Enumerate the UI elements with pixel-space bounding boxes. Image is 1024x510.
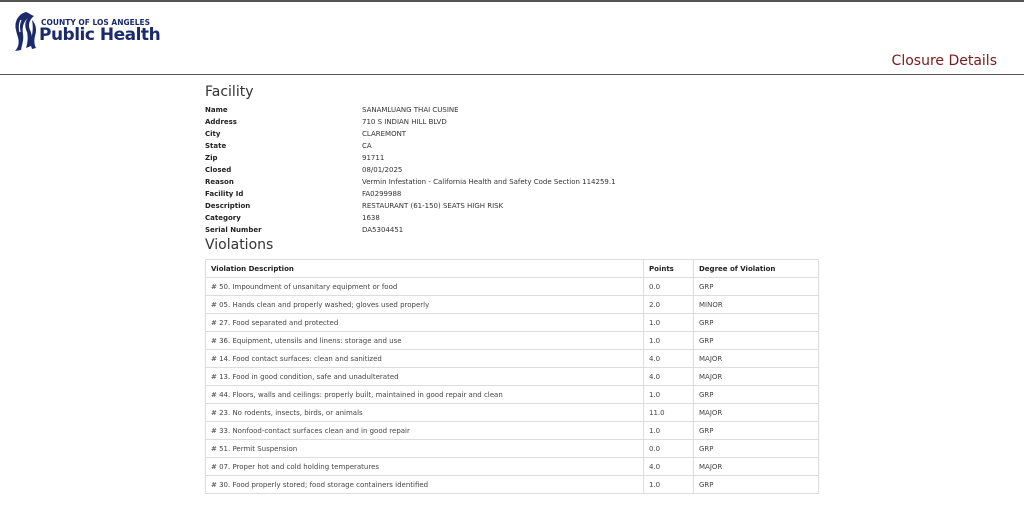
facility-field-value: CLAREMONT [362,130,407,138]
violation-degree-cell: MAJOR [694,368,819,386]
facility-field-value: DA5304451 [362,226,404,234]
violations-section-title: Violations [205,237,274,253]
facility-row [205,224,820,236]
violation-degree-cell: GRP [694,314,819,332]
violation-points-cell: 4.0 [644,368,694,386]
violation-description-cell: # 13. Food in good condition, safe and unadulterated [206,368,644,386]
logo-public-health-text: Public Health [39,25,161,45]
violation-degree-cell: GRP [694,386,819,404]
violation-row [206,458,819,476]
facility-field-label: Category [205,214,241,222]
violation-points-cell: 4.0 [644,350,694,368]
violation-row [206,332,819,350]
facility-field-label: Description [205,202,251,210]
violation-description-cell: # 05. Hands clean and properly washed; gloves used properly [206,296,644,314]
facility-row [205,128,820,140]
violation-row [206,440,819,458]
violation-description-cell: # 23. No rodents, insects, birds, or animals [206,404,644,422]
violation-points-cell: 1.0 [644,476,694,494]
violation-points-cell: 1.0 [644,332,694,350]
violation-description-cell: # 50. Impoundment of unsanitary equipment or food [206,278,644,296]
logo-county-text: COUNTY OF LOS ANGELES [41,18,151,27]
violation-points-cell: 1.0 [644,314,694,332]
facility-field-value: Vermin Infestation - California Health and Safety Code Section 114259.1 [362,178,616,186]
facility-field-value: 1638 [362,214,380,222]
violation-description-cell: # 14. Food contact surfaces: clean and sanitized [206,350,644,368]
page-header [0,2,1024,75]
facility-field-label: Closed [205,166,232,174]
violation-row [206,422,819,440]
facility-field-value: 710 S INDIAN HILL BLVD [362,118,447,126]
violations-table [205,259,819,494]
facility-field-label: Address [205,118,237,126]
facility-section-title: Facility [205,84,254,100]
facility-field-label: State [205,142,227,150]
violation-degree-cell: GRP [694,332,819,350]
violation-points-cell: 1.0 [644,386,694,404]
facility-field-value: 08/01/2025 [362,166,403,174]
violation-description-cell: # 27. Food separated and protected [206,314,644,332]
violation-description-cell: # 36. Equipment, utensils and linens: storage and use [206,332,644,350]
facility-field-label: Name [205,106,228,114]
violation-degree-cell: GRP [694,422,819,440]
violation-row [206,476,819,494]
facility-field-value: SANAMLUANG THAI CUSINE [362,106,459,114]
violation-degree-cell: GRP [694,440,819,458]
column-header-degree: Degree of Violation [694,260,819,278]
violation-points-cell: 0.0 [644,440,694,458]
violation-row [206,404,819,422]
facility-field-value: CA [362,142,372,150]
main-content [205,83,820,494]
violation-degree-cell: MINOR [694,296,819,314]
violation-description-cell: # 33. Nonfood-contact surfaces clean and in good repair [206,422,644,440]
violation-row [206,296,819,314]
facility-field-value: 91711 [362,154,385,162]
violation-row [206,386,819,404]
violation-points-cell: 1.0 [644,422,694,440]
violation-degree-cell: MAJOR [694,404,819,422]
facility-row [205,164,820,176]
violation-description-cell: # 07. Proper hot and cold holding temperatures [206,458,644,476]
facility-field-label: Facility Id [205,190,244,198]
facility-row [205,212,820,224]
violation-degree-cell: MAJOR [694,350,819,368]
violation-degree-cell: GRP [694,278,819,296]
violation-points-cell: 11.0 [644,404,694,422]
page-title: Closure Details [891,53,997,69]
facility-field-value: RESTAURANT (61-150) SEATS HIGH RISK [362,202,504,210]
violation-row [206,314,819,332]
facility-field-label: Zip [205,154,218,162]
violation-degree-cell: MAJOR [694,458,819,476]
violation-description-cell: # 30. Food properly stored; food storage containers identified [206,476,644,494]
column-header-description: Violation Description [206,260,644,278]
facility-row [205,176,820,188]
facility-row [205,200,820,212]
facility-details [205,104,820,236]
violation-description-cell: # 51. Permit Suspension [206,440,644,458]
facility-field-label: Serial Number [205,226,262,234]
violation-row [206,368,819,386]
facility-row [205,140,820,152]
county-seal-icon [12,10,40,52]
facility-field-label: City [205,130,221,138]
facility-row [205,116,820,128]
facility-field-value: FA0299988 [362,190,402,198]
facility-row [205,188,820,200]
facility-field-label: Reason [205,178,234,186]
facility-row [205,104,820,116]
violation-points-cell: 0.0 [644,278,694,296]
public-health-logo[interactable] [12,10,161,56]
violation-points-cell: 4.0 [644,458,694,476]
column-header-points: Points [644,260,694,278]
violation-points-cell: 2.0 [644,296,694,314]
violations-header-row [206,260,819,278]
violation-degree-cell: GRP [694,476,819,494]
facility-row [205,152,820,164]
violation-row [206,278,819,296]
violation-row [206,350,819,368]
violation-description-cell: # 44. Floors, walls and ceilings: properly built, maintained in good repair and clean [206,386,644,404]
